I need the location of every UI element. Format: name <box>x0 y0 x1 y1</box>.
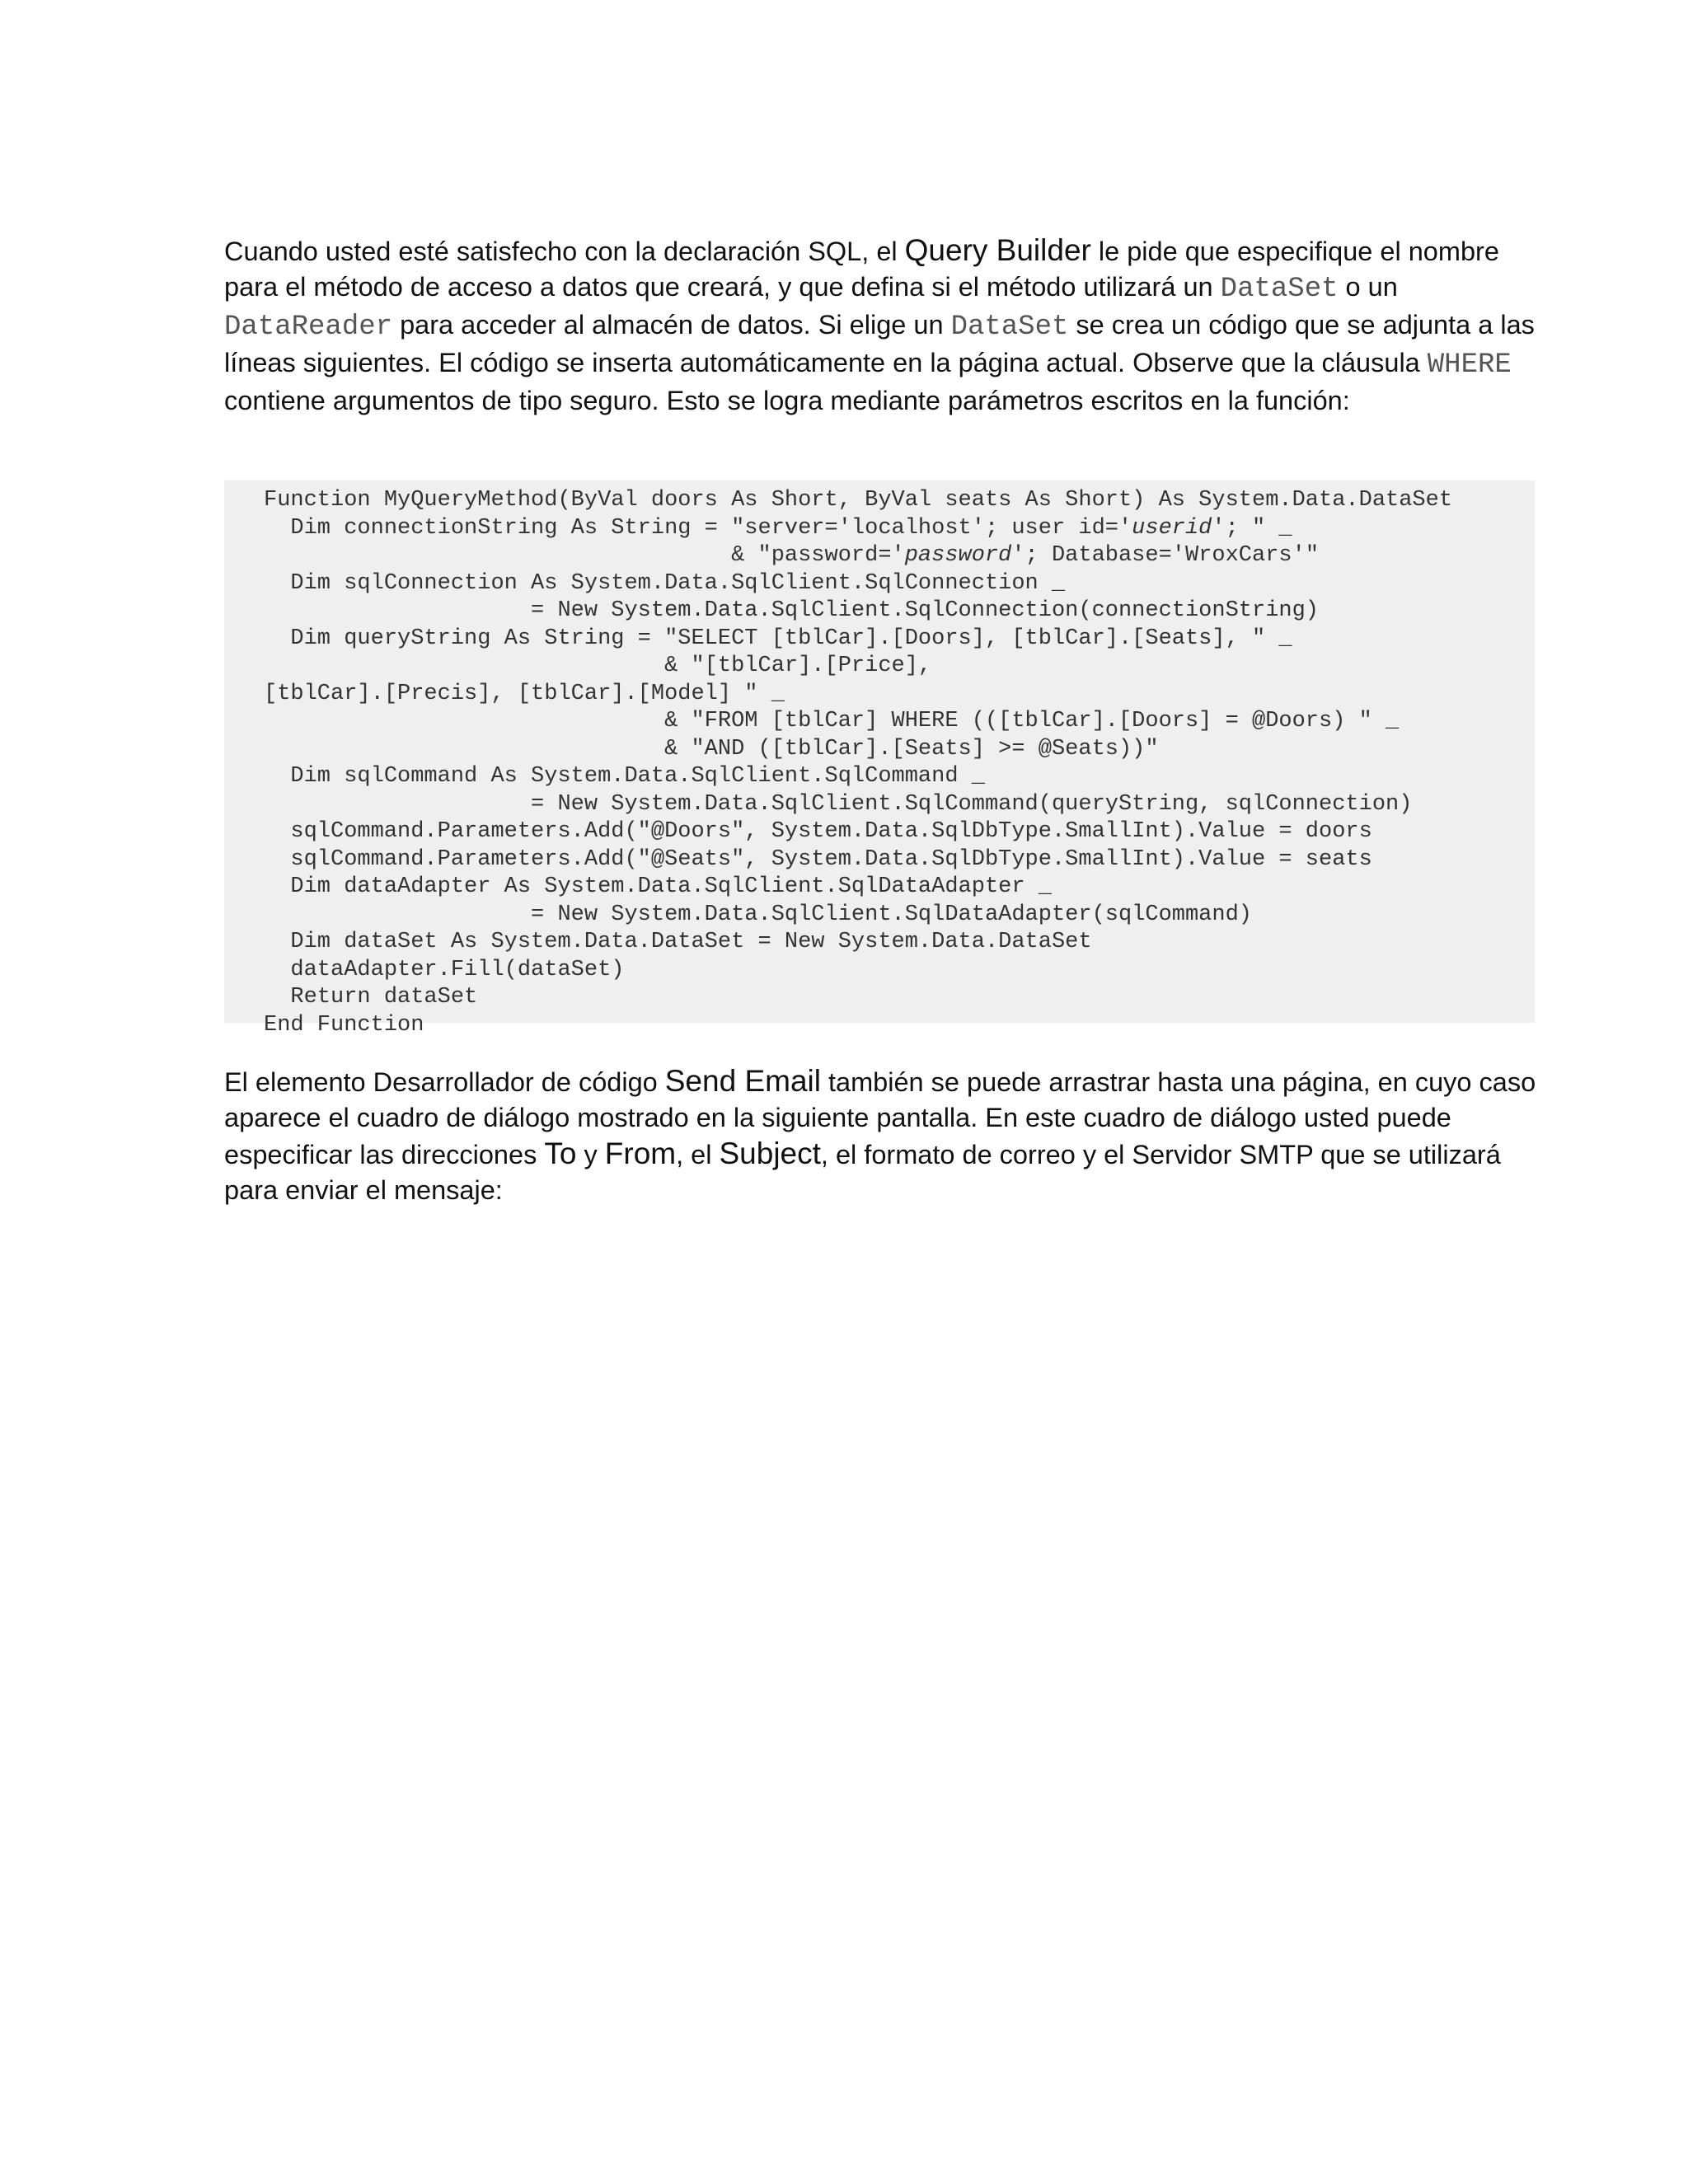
send-email-paragraph <box>224 1063 1551 1208</box>
code-text: & "password=' <box>264 543 905 568</box>
code-line: Dim dataAdapter As System.Data.SqlClient.SqlDataAdapter _ <box>264 874 1052 899</box>
code-line: = New System.Data.SqlClient.SqlDataAdapter(sqlCommand) <box>264 902 1252 927</box>
code-text: '; " _ <box>1212 515 1292 541</box>
text-run: contiene argumentos de tipo seguro. Esto se logra mediante parámetros escritos en la función: <box>224 386 1350 415</box>
code-line: & "AND ([tblCar].[Seats] >= @Seats))" <box>264 736 1159 762</box>
text-run: para acceder al almacén de datos. Si elige un <box>392 310 951 340</box>
code-line: = New System.Data.SqlClient.SqlConnection(connectionString) <box>264 598 1320 623</box>
text-run: El elemento Desarrollador de código <box>224 1067 665 1097</box>
intro-paragraph <box>224 232 1551 419</box>
text-run: también se puede arrastrar hasta una página, en cuyo caso aparece el cuadro de diálogo mostrado en la siguiente pantalla. En este cuadro de diálogo usted puede especificar las direcciones <box>224 1067 1536 1169</box>
code-line <box>264 542 1535 570</box>
dataset-term: DataSet <box>950 312 1069 343</box>
code-line: [tblCar].[Precis], [tblCar].[Model] " _ <box>264 681 785 706</box>
text-run: o un <box>1338 272 1398 302</box>
code-line: Return dataSet <box>264 985 478 1010</box>
code-line: Dim sqlConnection As System.Data.SqlClient.SqlConnection _ <box>264 570 1066 596</box>
code-line: & "[tblCar].[Price], <box>264 654 932 678</box>
code-text: '; Database='WroxCars'" <box>1011 543 1320 568</box>
code-line: sqlCommand.Parameters.Add("@Seats", System.Data.SqlDbType.SmallInt).Value = seats <box>264 846 1372 872</box>
to-term: To <box>544 1137 577 1170</box>
code-line: sqlCommand.Parameters.Add("@Doors", System.Data.SqlDbType.SmallInt).Value = doors <box>264 819 1372 844</box>
text-run: se crea un código que se adjunta a las líneas siguientes. El código se inserta automáticamente en la página actual. Observe que la cláusula <box>224 310 1535 377</box>
subject-term: Subject <box>719 1137 821 1170</box>
code-placeholder: userid <box>1132 515 1212 541</box>
code-line: = New System.Data.SqlClient.SqlCommand(queryString, sqlConnection) <box>264 791 1413 817</box>
text-run: le pide que especifique el nombre para el método de acceso a datos que creará, y que defina si el método utilizará un <box>224 237 1499 302</box>
code-line <box>264 515 1535 543</box>
code-line: Function MyQueryMethod(ByVal doors As Short, ByVal seats As Short) As System.Data.DataSet <box>264 488 1453 513</box>
code-placeholder: password <box>904 543 1012 568</box>
text-run: , el <box>676 1140 720 1169</box>
where-term: WHERE <box>1427 349 1512 381</box>
code-line: Dim sqlCommand As System.Data.SqlClient.SqlCommand _ <box>264 764 985 789</box>
from-term: From <box>604 1137 677 1170</box>
code-line: End Function <box>264 1012 424 1038</box>
code-listing <box>224 480 1535 1038</box>
code-line: Dim dataSet As System.Data.DataSet = New System.Data.DataSet <box>264 930 1092 954</box>
code-line: & "FROM [tblCar] WHERE (([tblCar].[Doors] = @Doors) " _ <box>264 709 1400 733</box>
text-run: , el formato de correo y el Servidor SMTP que se utilizará para enviar el mensaje: <box>224 1140 1501 1205</box>
code-text: Dim connectionString As String = "server='localhost'; user id=' <box>264 515 1132 541</box>
datareader-term: DataReader <box>224 312 393 343</box>
text-run: y <box>576 1140 605 1169</box>
send-email-term: Send Email <box>664 1064 821 1098</box>
code-line: dataAdapter.Fill(dataSet) <box>264 957 625 982</box>
text-run: Cuando usted esté satisfecho con la declaración SQL, el <box>224 237 905 266</box>
dataset-term: DataSet <box>1220 274 1339 305</box>
query-builder-term: Query Builder <box>904 233 1091 267</box>
code-line: Dim queryString As String = "SELECT [tblCar].[Doors], [tblCar].[Seats], " _ <box>264 626 1292 651</box>
